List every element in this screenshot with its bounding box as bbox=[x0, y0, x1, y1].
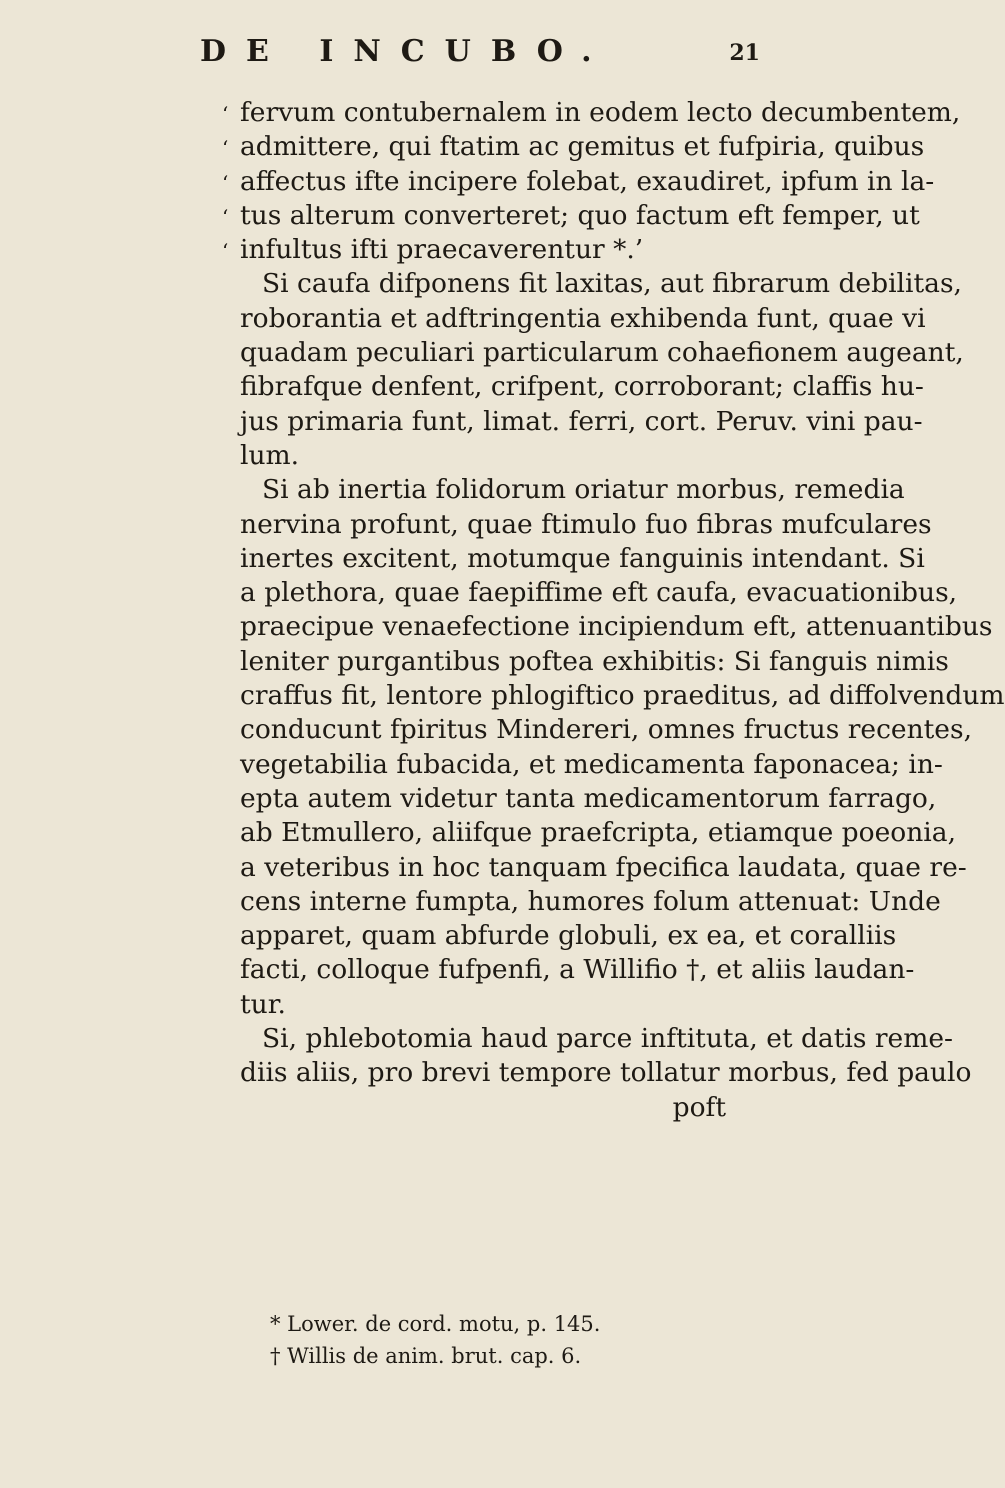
line-text: tur. bbox=[240, 988, 286, 1020]
text-line bbox=[240, 302, 926, 336]
text-line bbox=[240, 953, 915, 987]
text-line bbox=[240, 542, 925, 576]
line-text: fibrafque denfent, crifpent, corroborant; claffis hu- bbox=[240, 371, 924, 403]
line-text: apparet, quam abfurde globuli, ex ea, et coralliis bbox=[240, 920, 897, 952]
footnotes bbox=[270, 1308, 760, 1372]
line-text: nervina profunt, quae ftimulo fuo fibras mufculares bbox=[240, 508, 932, 540]
text-line bbox=[222, 96, 961, 130]
text-line bbox=[240, 816, 957, 850]
line-text: lum. bbox=[240, 439, 300, 471]
text-line bbox=[240, 473, 905, 507]
text-line bbox=[240, 919, 897, 953]
line-text: a veteribus in hoc tanquam fpecifica laudata, quae re- bbox=[240, 851, 967, 883]
text-line bbox=[240, 1022, 953, 1056]
text-line bbox=[240, 679, 1005, 713]
line-text: infultus ifti praecaverentur *.’ bbox=[240, 234, 644, 266]
line-text: conducunt fpiritus Mindereri, omnes fructus recentes, bbox=[240, 714, 973, 746]
text-line bbox=[240, 439, 770, 473]
quote-mark: ‘ bbox=[222, 136, 229, 161]
line-text: craffus fit, lentore phlogiftico praeditus, ad diffolvendum bbox=[240, 680, 1005, 712]
line-text: Si, phlebotomia haud parce inftituta, et datis reme- bbox=[262, 1023, 953, 1055]
catchword: poft bbox=[672, 1091, 726, 1123]
line-text: jus primaria funt, limat. ferri, cort. Peruv. vini pau- bbox=[240, 405, 923, 437]
line-text: tus alterum converteret; quo factum eft femper, ut bbox=[240, 199, 920, 231]
line-text: Si caufa difponens fit laxitas, aut fibrarum debilitas, bbox=[262, 268, 962, 300]
line-text: admittere, qui ftatim ac gemitus et fufpiria, quibus bbox=[240, 131, 925, 163]
text-line bbox=[240, 336, 964, 370]
page-header bbox=[200, 34, 760, 74]
text-line bbox=[222, 233, 770, 267]
line-text: praecipue venaefectione incipiendum eft, attenuantibus bbox=[240, 611, 993, 643]
line-text: epta autem videtur tanta medicamentorum farrago, bbox=[240, 782, 937, 814]
line-text: affectus ifte incipere folebat, exaudiret, ipfum in la- bbox=[240, 165, 935, 197]
text-line bbox=[240, 645, 949, 679]
quote-mark: ‘ bbox=[222, 239, 229, 264]
quote-mark: ‘ bbox=[222, 170, 229, 195]
text-line bbox=[240, 1056, 972, 1090]
text-line bbox=[222, 165, 935, 199]
line-text: fervum contubernalem in eodem lecto decumbentem, bbox=[240, 97, 961, 128]
text-line bbox=[240, 988, 770, 1022]
body-text bbox=[222, 96, 1005, 1125]
line-text: inertes excitent, motumque fanguinis intendant. Si bbox=[240, 542, 925, 574]
line-text: roborantia et adftringentia exhibenda funt, quae vi bbox=[240, 302, 926, 334]
text-line bbox=[240, 370, 924, 404]
text-line bbox=[240, 267, 962, 301]
line-text: quadam peculiari particularum cohaefionem augeant, bbox=[240, 337, 964, 369]
line-text: Si ab inertia folidorum oriatur morbus, remedia bbox=[262, 474, 905, 506]
text-line bbox=[240, 610, 993, 644]
footnote: † Willis de anim. brut. cap. 6. bbox=[270, 1344, 582, 1368]
quote-mark: ‘ bbox=[222, 102, 229, 126]
line-text: diis aliis, pro brevi tempore tollatur morbus, fed paulo bbox=[240, 1057, 972, 1089]
line-text: a plethora, quae faepiffime eft caufa, evacuationibus, bbox=[240, 577, 958, 609]
line-text: leniter purgantibus poftea exhibitis: Si fanguis nimis bbox=[240, 645, 949, 677]
text-line bbox=[240, 508, 932, 542]
text-line bbox=[240, 713, 973, 747]
text-line bbox=[222, 130, 925, 164]
text-line bbox=[240, 576, 958, 610]
text-line bbox=[240, 405, 923, 439]
text-line bbox=[240, 782, 937, 816]
line-text: facti, colloque fufpenfi, a Willifio †, et aliis laudan- bbox=[240, 954, 915, 986]
running-title: DE INCUBO. bbox=[200, 34, 612, 69]
footnote: * Lower. de cord. motu, p. 145. bbox=[270, 1312, 601, 1336]
line-text: ab Etmullero, aliifque praefcripta, etiamque poeonia, bbox=[240, 817, 957, 849]
quote-mark: ‘ bbox=[222, 204, 229, 229]
page-number: 21 bbox=[729, 40, 760, 66]
line-text: vegetabilia fubacida, et medicamenta faponacea; in- bbox=[240, 748, 943, 780]
text-line bbox=[222, 199, 920, 233]
text-line bbox=[240, 851, 967, 885]
text-line bbox=[240, 885, 941, 919]
line-text: cens interne fumpta, humores folum attenuat: Unde bbox=[240, 885, 941, 917]
text-line bbox=[240, 748, 943, 782]
